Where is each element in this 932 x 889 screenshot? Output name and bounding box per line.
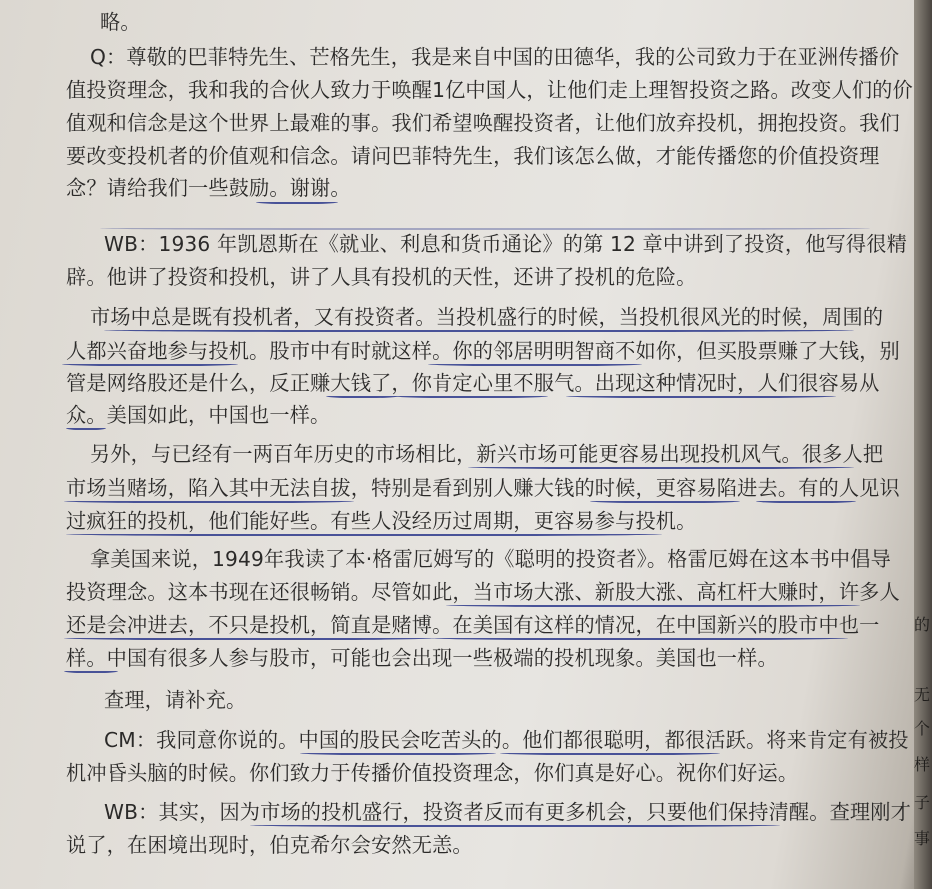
text-line-10: 人都兴奋地参与投机。股市中有时就这样。你的邻居明明智商不如你，但买股票赚了大钱，别 (66, 339, 900, 363)
text-line-15: 过疯狂的投机，他们能好些。有些人没经历过周期，更容易参与投机。 (66, 509, 697, 533)
text-line-16: 拿美国来说，1949年我读了本·格雷厄姆写的《聪明的投资者》。格雷厄姆在这本书中倡导 (90, 547, 891, 571)
text-line-11: 管是网络股还是什么，反正赚大钱了，你肯定心里不服气。出现这种情况时，人们很容易从 (66, 371, 880, 395)
pen-underline (250, 825, 780, 827)
text-line-23: WB：其实，因为市场的投机盛行，投资者反而有更多机会，只要他们保持清醒。查理刚才 (104, 800, 911, 824)
pen-underline (428, 364, 642, 366)
text-line-21: CM：我同意你说的。中国的股民会吃苦头的。他们都很聪明，都很活跃。将来肯定有被投 (104, 728, 909, 752)
pen-underline (104, 330, 854, 332)
pen-underline (590, 501, 740, 503)
pen-underline (500, 753, 720, 755)
pen-underline (432, 638, 848, 640)
pen-underline (66, 428, 106, 430)
text-line-17: 投资理念。这本书现在还很畅销。尽管如此，当市场大涨、新股大涨、高杠杆大赚时，许多人 (66, 580, 900, 604)
edge-glyph: 样 (913, 755, 930, 774)
text-line-3: 值投资理念，我和我的合伙人致力于唤醒1亿中国人，让他们走上理智投资之路。改变人们的价 (66, 78, 913, 102)
pen-underline (100, 228, 870, 230)
text-line-14: 市场当赌场，陷入其中无法自拔，特别是看到别人赚大钱的时候，更容易陷进去。有的人见识 (66, 476, 900, 500)
pen-underline (566, 396, 836, 398)
text-line-20: 查理，请补充。 (104, 688, 247, 712)
edge-glyph: 的 (913, 615, 930, 634)
pen-underline (300, 753, 496, 755)
text-line-7: WB：1936 年凯恩斯在《就业、利息和货币通论》的第 12 章中讲到了投资，他写得很精 (104, 232, 907, 256)
text-line-1: 略。 (100, 10, 141, 34)
pen-underline (756, 501, 856, 503)
pen-underline (394, 396, 548, 398)
text-line-22: 机冲昏头脑的时候。你们致力于传播价值投资理念，你们真是好心。祝你们好运。 (66, 761, 799, 785)
pen-underline (468, 467, 854, 469)
text-line-5: 要改变投机者的价值观和信念。请问巴菲特先生，我们该怎么做，才能传播您的价值投资理 (66, 144, 880, 168)
text-line-4: 值观和信念是这个世界上最难的事。我们希望唤醒投资者，让他们放弃投机，拥抱投资。我们 (66, 111, 900, 135)
bleed-through-text (640, 178, 644, 194)
pen-underline (66, 534, 662, 536)
text-line-13: 另外，与已经有一两百年历史的市场相比，新兴市场可能更容易出现投机风气。很多人把 (90, 442, 884, 466)
edge-glyph: 事 (913, 829, 930, 848)
text-line-24: 说了，在困境出现时，伯克希尔会安然无恙。 (66, 833, 473, 857)
edge-glyph: 子 (913, 793, 930, 812)
text-line-9: 市场中总是既有投机者，又有投资者。当投机盛行的时候，当投机很风光的时候，周围的 (90, 305, 884, 329)
pen-underline (326, 396, 398, 398)
text-line-12: 众。美国如此，中国也一样。 (66, 403, 331, 427)
pen-underline (62, 364, 238, 366)
edge-glyph: 个 (913, 719, 930, 738)
text-line-8: 辟。他讲了投资和投机，讲了人具有投机的天性，还讲了投机的危险。 (66, 265, 697, 289)
text-line-19: 样。中国有很多人参与股市，可能也会出现一些极端的投机现象。美国也一样。 (66, 646, 778, 670)
pen-underline (446, 605, 860, 607)
text-line-2: Q：尊敬的巴菲特先生、芒格先生，我是来自中国的田德华，我的公司致力于在亚洲传播价 (90, 45, 900, 69)
edge-glyph: 无 (913, 685, 930, 704)
text-line-18: 还是会冲进去，不只是投机，简直是赌博。在美国有这样的情况，在中国新兴的股市中也一 (66, 613, 880, 637)
pen-underline (64, 501, 354, 503)
pen-underline (64, 671, 118, 673)
pen-underline (64, 638, 434, 640)
text-line-6: 念？请给我们一些鼓励。谢谢。 (66, 176, 351, 200)
pen-underline (256, 202, 338, 204)
